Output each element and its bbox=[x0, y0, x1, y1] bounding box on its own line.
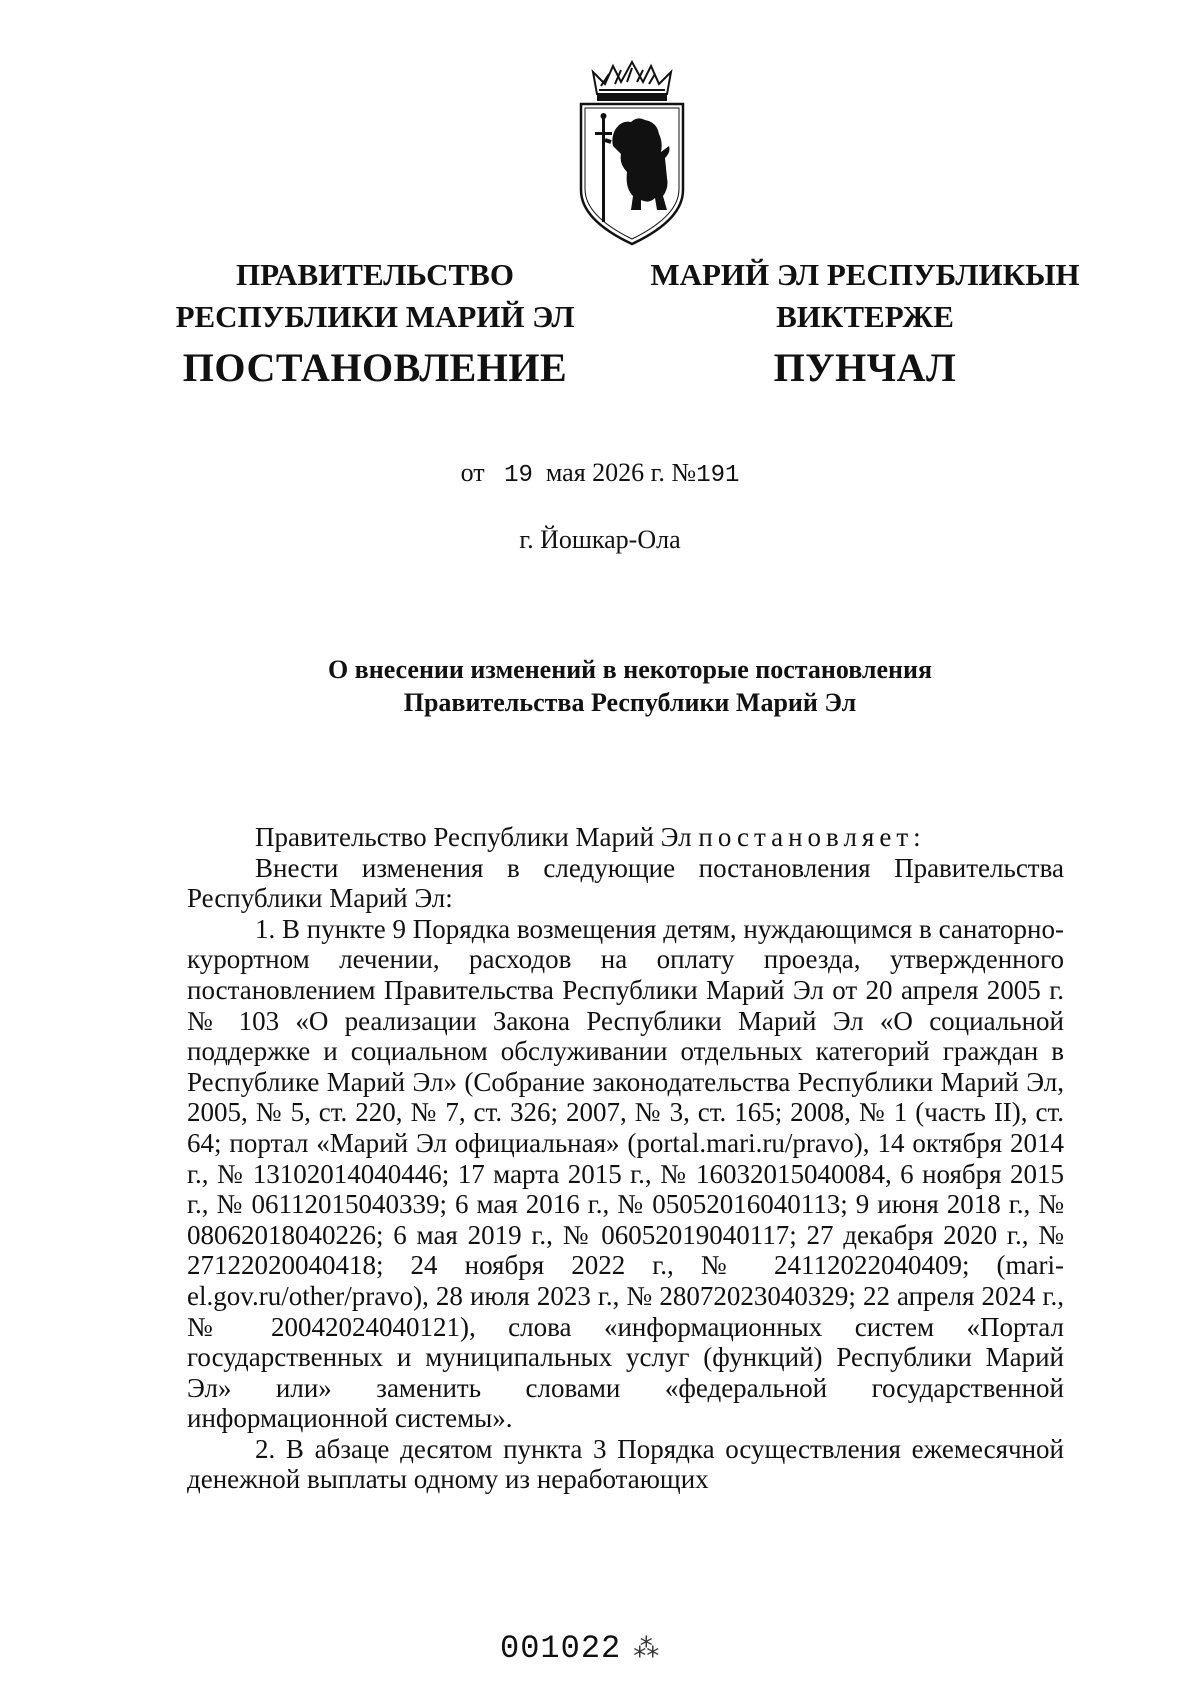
subject-line2: Правительства Республики Марий Эл bbox=[403, 688, 857, 717]
body-paragraph-preamble bbox=[187, 822, 1064, 853]
body-paragraph-intro: Внести изменения в следующие постановления Правительства Республики Марий Эл: bbox=[187, 852, 1064, 914]
header-right-line1: МАРИЙ ЭЛ РЕСПУБЛИКЫН bbox=[650, 257, 1080, 292]
footer-mark: ⁂ bbox=[633, 1635, 661, 1665]
city: г. Йошкар-Ола bbox=[519, 525, 681, 554]
header-left bbox=[150, 254, 600, 392]
preamble-text: Правительство Республики Марий Эл bbox=[255, 822, 699, 852]
header-right bbox=[640, 254, 1090, 392]
date-line bbox=[0, 458, 1200, 489]
body-paragraph-item-1: 1. В пункте 9 Порядка возмещения детям, нуждающимся в санаторно-курортном лечении, расходов на оплату проезда, утвержденного постановлением Правительства Республики Марий Эл от 20 апреля 2005 г. № 103 «О реализации Закона Республики Марий Эл «О социальной поддержке и социальном обслуживании отдельных категорий граждан в Республике Марий Эл» (Собрание законодательства Республики Марий Эл, 2005, № 5, ст. 220, № 7, ст. 326; 2007, № 3, ст. 165; 2008, № 1 (часть II), ст. 64; портал «Марий Эл официальная» (portal.mari.ru/pravo), 14 октября 2014 г., № 13102014040446; 17 марта 2015 г., № 16032015040084, 6 ноября 2015 г., № 06112015040339; 6 мая 2016 г., № 05052016040113; 9 июня 2018 г., № 08062018040226; 6 мая 2019 г., № 06052019040117; 27 декабря 2020 г., № 27122020040418; 24 ноября 2022 г., № 24112022040409; (mari-el.gov.ru/other/pravo), 28 июля 2023 г., № 28072023040329; 22 апреля 2024 г., № 20042024040121), слова «информационных систем «Портал государственных и муниципальных услуг (функций) Республики Марий Эл» или» заменить словами «федеральной государственной информационной системы». bbox=[187, 913, 1064, 1434]
date-day: 19 bbox=[504, 462, 533, 489]
document-type-title-ru: ПОСТАНОВЛЕНИЕ bbox=[182, 345, 568, 390]
preamble-resolves: постановляет: bbox=[698, 822, 926, 852]
subject-line1: О внесении изменений в некоторые постановления bbox=[327, 655, 933, 684]
document-number: 191 bbox=[696, 462, 740, 489]
coat-of-arms-icon bbox=[575, 60, 689, 246]
document-body bbox=[187, 822, 1064, 1495]
date-month-year: мая 2026 г. № bbox=[545, 458, 697, 487]
document-type-title-mari: ПУНЧАЛ bbox=[773, 345, 957, 390]
header-right-line2: ВИКТЕРЖЕ bbox=[776, 299, 954, 334]
page-footer bbox=[500, 1630, 660, 1667]
date-prefix: от bbox=[460, 458, 485, 487]
serial-number: 001022 bbox=[500, 1630, 622, 1667]
document-subject bbox=[0, 653, 1200, 719]
header-left-line1: ПРАВИТЕЛЬСТВО bbox=[236, 257, 514, 292]
header-left-line2: РЕСПУБЛИКИ МАРИЙ ЭЛ bbox=[175, 299, 575, 334]
body-paragraph-item-2: 2. В абзаце десятом пункта 3 Порядка осуществления ежемесячной денежной выплаты одному из неработающих bbox=[187, 1433, 1064, 1495]
